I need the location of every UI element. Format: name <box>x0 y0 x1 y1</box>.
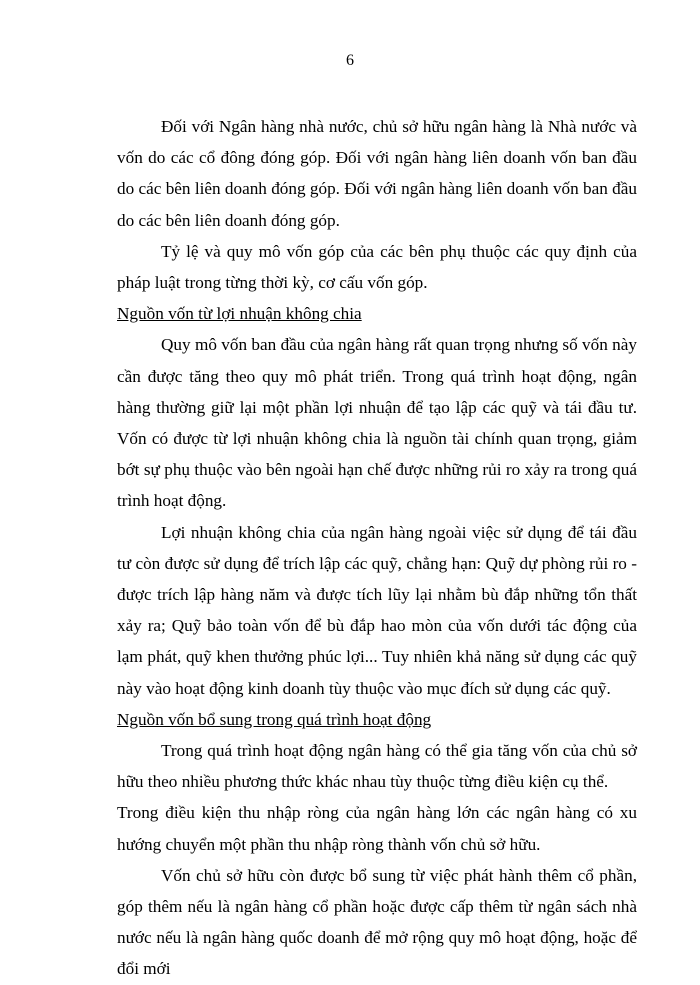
page-number: 6 <box>346 52 354 69</box>
section-heading-supplementary-capital: Nguồn vốn bổ sung trong quá trình hoạt động <box>117 709 432 729</box>
paragraph-undistributed-profit-funds: Lợi nhuận không chia của ngân hàng ngoài việc sử dụng để tái đầu tư còn được sử dụng để trích lập các quỹ, chẳng hạn: Quỹ dự phòng rủi ro - được trích lập hàng năm và được tích lũy lại nhằm bù đắp những tổn thất xảy ra; Quỹ bảo toàn vốn để bù đắp hao mòn của vốn dưới tác động của lạm phát, quỹ khen thưởng phúc lợi... Tuy nhiên khả năng sử dụng các quỹ này vào hoạt động kinh doanh tùy thuộc vào mục đích sử dụng các quỹ. <box>117 522 637 698</box>
paragraph-share-issuance: Vốn chủ sở hữu còn được bổ sung từ việc phát hành thêm cổ phần, góp thêm nếu là ngân hàng cổ phần hoặc được cấp thêm từ ngân sách nhà nước nếu là ngân hàng quốc doanh để mở rộng quy mô hoạt động, hoặc để đổi mới <box>117 865 637 979</box>
paragraph-increase-owner-capital: Trong quá trình hoạt động ngân hàng có thể gia tăng vốn của chủ sở hữu theo nhiều phương thức khác nhau tùy thuộc từng điều kiện cụ thể. <box>117 741 637 792</box>
document-body <box>117 111 637 985</box>
paragraph-capital-ratio: Tỷ lệ và quy mô vốn góp của các bên phụ thuộc các quy định của pháp luật trong từng thời kỳ, cơ cấu vốn góp. <box>117 241 637 293</box>
paragraph-state-bank-ownership: Đối với Ngân hàng nhà nước, chủ sở hữu ngân hàng là Nhà nước và vốn do các cổ đông đóng góp. Đối với ngân hàng liên doanh vốn ban đầu do các bên liên doanh đóng góp. Đối với ngân hàng liên doanh vốn ban đầu do các bên liên doanh đóng góp. <box>117 117 637 230</box>
section-heading-retained-earnings: Nguồn vốn từ lợi nhuận không chia <box>117 304 362 324</box>
paragraph-retained-earnings: Quy mô vốn ban đầu của ngân hàng rất quan trọng nhưng số vốn này cần được tăng theo quy mô phát triển. Trong quá trình hoạt động, ngân hàng thường giữ lại một phần lợi nhuận để tạo lập các quỹ và tái đầu tư. Vốn có được từ lợi nhuận không chia là nguồn tài chính quan trọng, giảm bớt sự phụ thuộc vào bên ngoài hạn chế được những rủi ro xảy ra trong quá trình hoạt động. <box>117 335 637 511</box>
paragraph-net-income-conversion: Trong điều kiện thu nhập ròng của ngân hàng lớn các ngân hàng có xu hướng chuyển một phần thu nhập ròng thành vốn chủ sở hữu. <box>117 803 637 854</box>
